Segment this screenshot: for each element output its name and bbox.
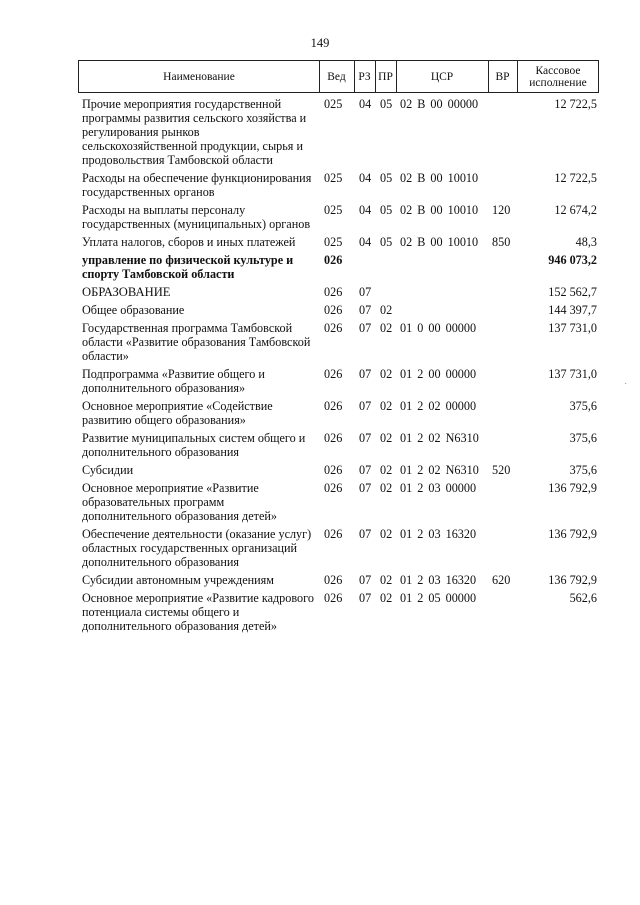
header-name: Наименование — [163, 70, 235, 83]
row-ved: 026 — [324, 253, 343, 267]
row-pr: 02 — [380, 431, 393, 445]
row-name: Основное мероприятие «Развитие кадрового потенциала системы общего и дополнительного образования детей» — [82, 591, 314, 633]
row-ved: 026 — [324, 303, 343, 317]
row-name: Субсидии — [82, 463, 134, 477]
row-name: Уплата налогов, сборов и иных платежей — [82, 235, 296, 249]
row-rz: 04 — [359, 203, 372, 217]
header-rz: РЗ — [358, 70, 371, 83]
row-csr: 01 0 00 00000 — [400, 321, 477, 335]
row-amount: 136 792,9 — [548, 481, 597, 495]
row-ved: 026 — [324, 367, 343, 381]
row-ved: 026 — [324, 321, 343, 335]
row-ved: 026 — [324, 591, 343, 605]
row-ved: 025 — [324, 171, 343, 185]
row-rz: 07 — [359, 303, 372, 317]
table-header — [78, 60, 599, 93]
row-name: Основное мероприятие «Содействие развитию общего образования» — [82, 399, 273, 427]
table-row — [78, 97, 608, 167]
row-ved: 026 — [324, 481, 343, 495]
scan-margin-mark: · — [624, 379, 628, 390]
row-amount: 12 674,2 — [554, 203, 597, 217]
table-row — [78, 303, 608, 317]
row-rz: 07 — [359, 463, 372, 477]
row-amount: 137 731,0 — [548, 367, 597, 381]
row-name: Субсидии автономным учреждениям — [82, 573, 274, 587]
row-csr: 02 В 00 10010 — [400, 203, 479, 217]
table-row — [78, 481, 608, 523]
row-vr: 850 — [492, 235, 511, 249]
row-rz: 04 — [359, 97, 372, 111]
row-amount: 375,6 — [569, 431, 597, 445]
row-name: Подпрограмма «Развитие общего и дополнительного образования» — [82, 367, 265, 395]
table-row — [78, 253, 608, 281]
row-rz: 07 — [359, 285, 372, 299]
row-name: Общее образование — [82, 303, 185, 317]
row-csr: 01 2 05 00000 — [400, 591, 477, 605]
row-pr: 02 — [380, 399, 393, 413]
row-pr: 05 — [380, 97, 393, 111]
row-pr: 02 — [380, 591, 393, 605]
header-csr: ЦСР — [430, 70, 454, 83]
row-rz: 04 — [359, 235, 372, 249]
row-csr: 01 2 02 00000 — [400, 399, 477, 413]
row-vr: 520 — [492, 463, 511, 477]
row-vr: 120 — [492, 203, 511, 217]
row-name: Обеспечение деятельности (оказание услуг) областных государственных организаций дополнительного образования — [82, 527, 312, 569]
row-name: Государственная программа Тамбовской области «Развитие образования Тамбовской области» — [82, 321, 311, 363]
row-csr: 02 В 00 10010 — [400, 235, 479, 249]
table-row — [78, 431, 608, 459]
table-row — [78, 463, 608, 477]
row-amount: 12 722,5 — [554, 171, 597, 185]
row-csr: 01 2 03 16320 — [400, 527, 477, 541]
row-pr: 02 — [380, 481, 393, 495]
row-vr: 620 — [492, 573, 511, 587]
row-amount: 375,6 — [569, 463, 597, 477]
row-amount: 562,6 — [569, 591, 597, 605]
row-rz: 07 — [359, 481, 372, 495]
row-csr: 01 2 00 00000 — [400, 367, 477, 381]
table-row — [78, 399, 608, 427]
header-vr: ВР — [495, 70, 510, 83]
table-row — [78, 527, 608, 569]
row-ved: 025 — [324, 235, 343, 249]
row-amount: 137 731,0 — [548, 321, 597, 335]
table-body — [78, 97, 608, 637]
row-ved: 025 — [324, 203, 343, 217]
row-name: Расходы на выплаты персоналу государственных (муниципальных) органов — [82, 203, 311, 231]
row-csr: 01 2 03 00000 — [400, 481, 477, 495]
row-csr: 01 2 03 16320 — [400, 573, 477, 587]
header-amount: Кассовое исполнение — [529, 64, 587, 89]
row-amount: 946 073,2 — [548, 253, 597, 267]
row-rz: 07 — [359, 573, 372, 587]
row-rz: 07 — [359, 431, 372, 445]
table-row — [78, 573, 608, 587]
row-name: Развитие муниципальных систем общего и дополнительного образования — [82, 431, 306, 459]
row-amount: 48,3 — [575, 235, 597, 249]
row-pr: 02 — [380, 367, 393, 381]
row-pr: 02 — [380, 527, 393, 541]
row-ved: 026 — [324, 285, 343, 299]
row-ved: 026 — [324, 573, 343, 587]
table-row — [78, 591, 608, 633]
row-name: ОБРАЗОВАНИЕ — [82, 285, 171, 299]
row-csr: 01 2 02 N6310 — [400, 431, 479, 445]
row-csr: 01 2 02 N6310 — [400, 463, 479, 477]
header-pr: ПР — [378, 70, 393, 83]
row-rz: 07 — [359, 399, 372, 413]
row-rz: 04 — [359, 171, 372, 185]
table-row — [78, 171, 608, 199]
row-csr: 02 В 00 00000 — [400, 97, 479, 111]
row-pr: 05 — [380, 235, 393, 249]
row-ved: 026 — [324, 431, 343, 445]
row-pr: 05 — [380, 203, 393, 217]
row-name: Расходы на обеспечение функционирования государственных органов — [82, 171, 312, 199]
row-name: Основное мероприятие «Развитие образовательных программ дополнительного образования детей» — [82, 481, 277, 523]
row-pr: 05 — [380, 171, 393, 185]
row-rz: 07 — [359, 367, 372, 381]
table-row — [78, 367, 608, 395]
row-amount: 375,6 — [569, 399, 597, 413]
row-amount: 152 562,7 — [548, 285, 597, 299]
table-row — [78, 203, 608, 231]
page-number: 149 — [310, 36, 330, 50]
row-rz: 07 — [359, 527, 372, 541]
row-ved: 026 — [324, 399, 343, 413]
row-pr: 02 — [380, 463, 393, 477]
table-row — [78, 321, 608, 363]
row-ved: 026 — [324, 463, 343, 477]
row-amount: 144 397,7 — [548, 303, 597, 317]
row-rz: 07 — [359, 591, 372, 605]
row-pr: 02 — [380, 573, 393, 587]
row-pr: 02 — [380, 321, 393, 335]
row-rz: 07 — [359, 321, 372, 335]
row-pr: 02 — [380, 303, 393, 317]
row-csr: 02 В 00 10010 — [400, 171, 479, 185]
header-ved: Вед — [327, 70, 346, 83]
row-amount: 136 792,9 — [548, 573, 597, 587]
row-name: управление по физической культуре и спорту Тамбовской области — [82, 253, 294, 281]
row-amount: 12 722,5 — [554, 97, 597, 111]
row-amount: 136 792,9 — [548, 527, 597, 541]
table-row — [78, 235, 608, 249]
row-ved: 025 — [324, 97, 343, 111]
row-name: Прочие мероприятия государственной программы развития сельского хозяйства и регулирования рынков сельскохозяйственной продукции, сырья и продовольствия Тамбовской области — [82, 97, 307, 167]
table-row — [78, 285, 608, 299]
row-ved: 026 — [324, 527, 343, 541]
